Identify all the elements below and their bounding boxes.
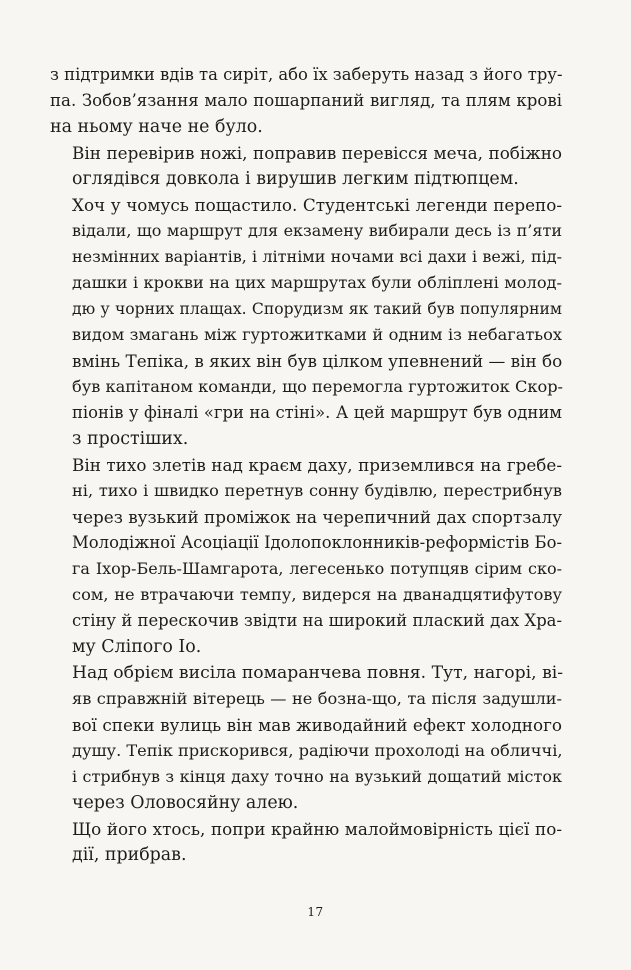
text-line: Він перевірив ножі, поправив перевісся меча, побіжно xyxy=(72,143,562,163)
text-line: Молодіжної Асоціації Ідолопоклонників-реформістів Бо- xyxy=(72,533,562,552)
text-line: душу. Тепік прискорився, радіючи прохолоді на обличчі, xyxy=(72,741,563,760)
text-line: незмінних варіантів, і літніми ночами всі дахи і вежі, під- xyxy=(72,247,562,266)
text-line: через Оловосяйну алею. xyxy=(72,793,299,813)
text-line: Над обрієм висіла помаранчева повня. Тут, нагорі, ві- xyxy=(72,663,564,683)
text-line: був капітаном команди, що перемогла гуртожиток Скор- xyxy=(72,377,564,396)
paragraph xyxy=(50,660,562,816)
text-line: і стрибнув з кінця даху точно на вузький дощатий місток xyxy=(72,767,562,786)
text-line: з підтримки вдів та сиріт, або їх заберуть назад з його тру- xyxy=(50,65,563,84)
text-line: му Сліпого Іо. xyxy=(72,637,202,657)
text-line: на ньому наче не було. xyxy=(50,117,263,137)
paragraph xyxy=(50,192,562,452)
paragraph xyxy=(50,62,562,140)
text-line: сом, не втрачаючи темпу, видерся на дванадцятифутову xyxy=(72,585,562,604)
text-line: дю у чорних плащах. Спорудизм як такий був популярним xyxy=(72,300,562,318)
paragraph xyxy=(50,140,562,192)
text-line: га Іхор-Бель-Шамгарота, легесенько потупцяв сірим ско- xyxy=(72,559,562,578)
paragraph xyxy=(50,816,562,868)
body-text xyxy=(50,62,562,868)
text-line: з простіших. xyxy=(72,429,189,449)
text-line: дашки і крокви на цих маршрутах були обліплені молод- xyxy=(72,273,562,292)
text-line: ні, тихо і швидко перетнув сонну будівлю, перестрибнув xyxy=(72,481,562,500)
text-line: вої спеки вулиць він мав живодайний ефект холодного xyxy=(72,715,562,735)
text-line: па. Зобов’язання мало пошарпаний вигляд, та плям крові xyxy=(50,91,562,110)
text-line: Він тихо злетів над краєм даху, приземлився на гребе- xyxy=(72,455,562,475)
text-line: видом змагань між гуртожитками й одним із небагатьох xyxy=(72,325,562,344)
text-line: оглядівся довкола і вирушив легким підтюпцем. xyxy=(72,169,519,189)
text-line: дії, прибрав. xyxy=(72,845,187,865)
text-line: вмінь Тепіка, в яких він був цілком упевнений — він бо xyxy=(72,351,563,371)
text-line: через вузький проміжок на черепичний дах спортзалу xyxy=(72,507,562,527)
text-line: Хоч у чомусь пощастило. Студентські легенди перепо- xyxy=(72,195,562,215)
page-number: 17 xyxy=(307,905,324,919)
text-line: яв справжній вітерець — не бозна-що, та після задушли- xyxy=(72,689,562,708)
text-line: відали, що маршрут для екзамену вибирали десь із п’яти xyxy=(72,221,562,240)
text-line: Що його хтось, попри крайню малоймовірність цієї по- xyxy=(72,819,562,839)
paragraph xyxy=(50,452,562,660)
text-line: стіну й перескочив звідти на широкий плаский дах Хра- xyxy=(72,611,562,630)
text-line: піонів у фіналі «гри на стіні». А цей маршрут був одним xyxy=(72,403,562,422)
